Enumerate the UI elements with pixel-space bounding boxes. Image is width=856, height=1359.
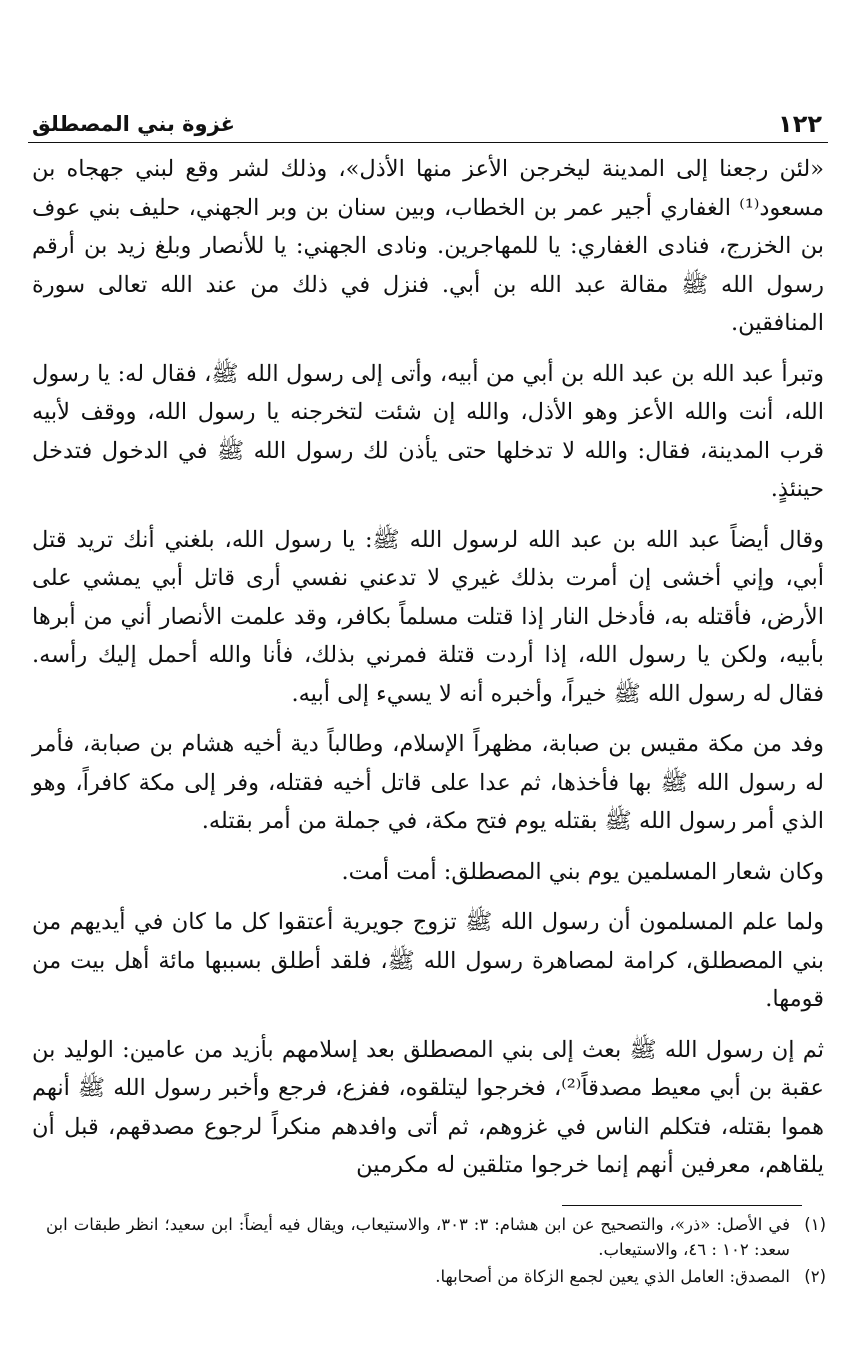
page-number: ١٢٢ (778, 110, 822, 138)
paragraph: وكان شعار المسلمين يوم بني المصطلق: أمت أمت. (341, 858, 824, 885)
paragraph: وتبرأ عبد الله بن عبد الله بن أبي من أبيه، وأتى إلى رسول الله ﷺ، فقال له: يا رسول الله، أنت والله الأعز وهو الأذل، والله إن شئت لتخرجنه يا رسول الله، ووقف لأبيه قرب المدينة، فقال: والله لا تدخلها حتى يأذن لك رسول الله ﷺ في الدخول فتدخل حينئذٍ. (32, 360, 824, 502)
running-title: غزوة بني المصطلق (32, 112, 235, 136)
paragraph: وقال أيضاً عبد الله بن عبد الله لرسول الله ﷺ: يا رسول الله، بلغني أنك تريد قتل أبي، وإني أخشى إن أمرت بذلك غيري لا تدعني نفسي أرى قاتل أبي يمشي على الأرض، فأقتله به، فأدخل النار إذا قتلت مسلماً بكافر، وقد علمت الأنصار أني من أبرها بأبيه، ولكن يا رسول الله، إذا أردت قتلة فمرني بذلك، فأنا والله أحمل إليك رأسه. فقال له رسول الله ﷺ خيراً، وأخبره أنه لا يسيء إلى أبيه. (32, 526, 824, 707)
footnotes (46, 1212, 826, 1291)
paragraph: ولما علم المسلمون أن رسول الله ﷺ تزوج جويرية أعتقوا كل ما كان في أيديهم من بني المصطلق، كرامة لمصاهرة رسول الله ﷺ، فلقد أطلق بسببها مائة أهل بيت من قومها. (32, 909, 824, 1012)
footnote-text: في الأصل: «ذر»، والتصحيح عن ابن هشام: ٣: ٣٠٣، والاستيعاب، ويقال فيه أيضاً: ابن سعيد؛ انظر طبقات ابن سعد: ١٠٢ : ٤٦، والاستيعاب. (46, 1215, 790, 1259)
footnote-divider (562, 1205, 802, 1206)
paragraph: «لئن رجعنا إلى المدينة ليخرجن الأعز منها الأذل»، وذلك لشر وقع لبني جهجاه بن مسعود⁽¹⁾ الغفاري أجير عمر بن الخطاب، وبين سنان بن وبر الجهني، حليف بني عوف بن الخزرج، فنادى الغفاري: يا للمهاجرين. ونادى الجهني: يا للأنصار وبلغ زيد بن أرقم رسول الله ﷺ مقالة عبد الله بن أبي. فنزل في ذلك من عند الله تعالى سورة المنافقين. (32, 156, 824, 336)
footnote (46, 1264, 826, 1289)
page-header (28, 100, 828, 143)
footnote-text: المصدق: العامل الذي يعين لجمع الزكاة من أصحابها. (435, 1267, 790, 1286)
paragraph: وفد من مكة مقيس بن صبابة، مظهراً الإسلام، وطالباً دية أخيه هشام بن صبابة، فأمر له رسول الله ﷺ بها فأخذها، ثم عدا على قاتل أخيه فقتله، وفر إلى مكة كافراً، وهو الذي أمر رسول الله ﷺ بقتله يوم فتح مكة، في جملة من أمر بقتله. (32, 731, 824, 834)
footnote (46, 1212, 826, 1262)
footnote-number: (١) (804, 1215, 826, 1234)
paragraph: ثم إن رسول الله ﷺ بعث إلى بني المصطلق بعد إسلامهم بأزيد من عامين: الوليد بن عقبة بن أبي معيط مصدقاً⁽²⁾، فخرجوا ليتلقوه، ففزع، فرجع وأخبر رسول الله ﷺ أنهم هموا بقتله، فتكلم الناس في غزوهم، ثم أتى وافدهم منكراً لرجوع مصدقهم، قبل أن يلقاهم، معرفين أنهم إنما خرجوا متلقين له مكرمين (32, 1036, 824, 1178)
footnote-number: (٢) (804, 1267, 826, 1286)
main-text (32, 150, 824, 1197)
